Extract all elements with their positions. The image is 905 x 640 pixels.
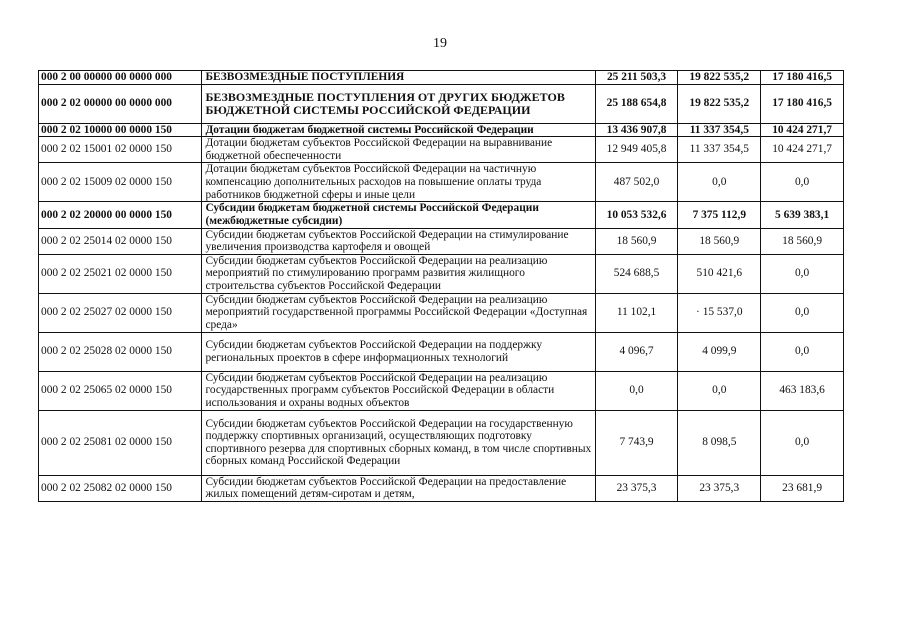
amount-year-1: 12 949 405,8 bbox=[595, 137, 678, 163]
revenue-name: Субсидии бюджетам субъектов Российской Федерации на государственную поддержку спортивных организаций, осуществляющих подготовку спортивного резерва для спортивных сборных команд, в том числе спортивных сборных команд Российской Федерации bbox=[202, 410, 595, 475]
table-row bbox=[39, 123, 844, 137]
revenue-name: Субсидии бюджетам бюджетной системы Российской Федерации (межбюджетные субсидии) bbox=[202, 202, 595, 228]
amount-year-3: 463 183,6 bbox=[761, 371, 844, 410]
amount-year-1: 25 211 503,3 bbox=[595, 71, 678, 85]
budget-code: 000 2 02 25014 02 0000 150 bbox=[39, 228, 202, 254]
amount-year-3: 17 180 416,5 bbox=[761, 84, 844, 123]
table-row bbox=[39, 202, 844, 228]
amount-year-1: 7 743,9 bbox=[595, 410, 678, 475]
revenue-name: БЕЗВОЗМЕЗДНЫЕ ПОСТУПЛЕНИЯ ОТ ДРУГИХ БЮДЖЕТОВ БЮДЖЕТНОЙ СИСТЕМЫ РОССИЙСКОЙ ФЕДЕРАЦИИ bbox=[202, 84, 595, 123]
amount-year-2: 19 822 535,2 bbox=[678, 84, 761, 123]
table-row bbox=[39, 293, 844, 332]
table-row bbox=[39, 84, 844, 123]
amount-year-3: 5 639 383,1 bbox=[761, 202, 844, 228]
amount-year-3: 0,0 bbox=[761, 293, 844, 332]
table-row bbox=[39, 228, 844, 254]
budget-code: 000 2 02 25027 02 0000 150 bbox=[39, 293, 202, 332]
amount-year-1: 10 053 532,6 bbox=[595, 202, 678, 228]
amount-year-2: 11 337 354,5 bbox=[678, 123, 761, 137]
table-row bbox=[39, 410, 844, 475]
amount-year-1: 11 102,1 bbox=[595, 293, 678, 332]
revenue-name: Субсидии бюджетам субъектов Российской Федерации на реализацию государственных программ субъектов Российской Федерации в области использования и охраны водных объектов bbox=[202, 371, 595, 410]
table-row bbox=[39, 71, 844, 85]
budget-code: 000 2 02 15009 02 0000 150 bbox=[39, 163, 202, 202]
amount-year-2: · 15 537,0 bbox=[678, 293, 761, 332]
amount-year-2: 11 337 354,5 bbox=[678, 137, 761, 163]
amount-year-2: 7 375 112,9 bbox=[678, 202, 761, 228]
revenue-name: Субсидии бюджетам субъектов Российской Федерации на реализацию мероприятий государственной программы Российской Федерации «Доступная среда» bbox=[202, 293, 595, 332]
amount-year-1: 13 436 907,8 bbox=[595, 123, 678, 137]
amount-year-2: 18 560,9 bbox=[678, 228, 761, 254]
page-number: 19 bbox=[433, 36, 447, 51]
budget-code: 000 2 02 25028 02 0000 150 bbox=[39, 332, 202, 371]
budget-code: 000 2 02 10000 00 0000 150 bbox=[39, 123, 202, 137]
budget-code: 000 2 02 00000 00 0000 000 bbox=[39, 84, 202, 123]
table-row bbox=[39, 475, 844, 501]
amount-year-2: 0,0 bbox=[678, 163, 761, 202]
revenue-name: Субсидии бюджетам субъектов Российской Федерации на предоставление жилых помещений детям-сиротам и детям, bbox=[202, 475, 595, 501]
budget-code: 000 2 00 00000 00 0000 000 bbox=[39, 71, 202, 85]
revenue-name: Субсидии бюджетам субъектов Российской Федерации на поддержку региональных проектов в сфере информационных технологий bbox=[202, 332, 595, 371]
amount-year-1: 23 375,3 bbox=[595, 475, 678, 501]
amount-year-3: 0,0 bbox=[761, 163, 844, 202]
revenue-name: Дотации бюджетам субъектов Российской Федерации на частичную компенсацию дополнительных расходов на повышение оплаты труда работников бюджетной сферы и иные цели bbox=[202, 163, 595, 202]
budget-revenue-table bbox=[38, 70, 844, 502]
amount-year-3: 0,0 bbox=[761, 332, 844, 371]
amount-year-1: 4 096,7 bbox=[595, 332, 678, 371]
budget-code: 000 2 02 25081 02 0000 150 bbox=[39, 410, 202, 475]
amount-year-2: 19 822 535,2 bbox=[678, 71, 761, 85]
amount-year-3: 23 681,9 bbox=[761, 475, 844, 501]
amount-year-1: 487 502,0 bbox=[595, 163, 678, 202]
budget-code: 000 2 02 15001 02 0000 150 bbox=[39, 137, 202, 163]
amount-year-1: 25 188 654,8 bbox=[595, 84, 678, 123]
table-row bbox=[39, 332, 844, 371]
revenue-name: Субсидии бюджетам субъектов Российской Федерации на стимулирование увеличения производства картофеля и овощей bbox=[202, 228, 595, 254]
amount-year-2: 4 099,9 bbox=[678, 332, 761, 371]
amount-year-3: 0,0 bbox=[761, 254, 844, 293]
amount-year-1: 0,0 bbox=[595, 371, 678, 410]
budget-code: 000 2 02 25082 02 0000 150 bbox=[39, 475, 202, 501]
amount-year-2: 0,0 bbox=[678, 371, 761, 410]
revenue-name: Дотации бюджетам бюджетной системы Российской Федерации bbox=[202, 123, 595, 137]
amount-year-1: 524 688,5 bbox=[595, 254, 678, 293]
amount-year-2: 8 098,5 bbox=[678, 410, 761, 475]
revenue-name: БЕЗВОЗМЕЗДНЫЕ ПОСТУПЛЕНИЯ bbox=[202, 71, 595, 85]
budget-code: 000 2 02 25021 02 0000 150 bbox=[39, 254, 202, 293]
amount-year-1: 18 560,9 bbox=[595, 228, 678, 254]
revenue-name: Дотации бюджетам субъектов Российской Федерации на выравнивание бюджетной обеспеченности bbox=[202, 137, 595, 163]
budget-code: 000 2 02 25065 02 0000 150 bbox=[39, 371, 202, 410]
amount-year-2: 510 421,6 bbox=[678, 254, 761, 293]
amount-year-3: 17 180 416,5 bbox=[761, 71, 844, 85]
table-row bbox=[39, 163, 844, 202]
amount-year-2: 23 375,3 bbox=[678, 475, 761, 501]
amount-year-3: 18 560,9 bbox=[761, 228, 844, 254]
table-row bbox=[39, 254, 844, 293]
amount-year-3: 10 424 271,7 bbox=[761, 137, 844, 163]
table-row bbox=[39, 137, 844, 163]
amount-year-3: 10 424 271,7 bbox=[761, 123, 844, 137]
budget-code: 000 2 02 20000 00 0000 150 bbox=[39, 202, 202, 228]
table-row bbox=[39, 371, 844, 410]
amount-year-3: 0,0 bbox=[761, 410, 844, 475]
revenue-name: Субсидии бюджетам субъектов Российской Федерации на реализацию мероприятий по стимулированию программ развития жилищного строительства субъектов Российской Федерации bbox=[202, 254, 595, 293]
